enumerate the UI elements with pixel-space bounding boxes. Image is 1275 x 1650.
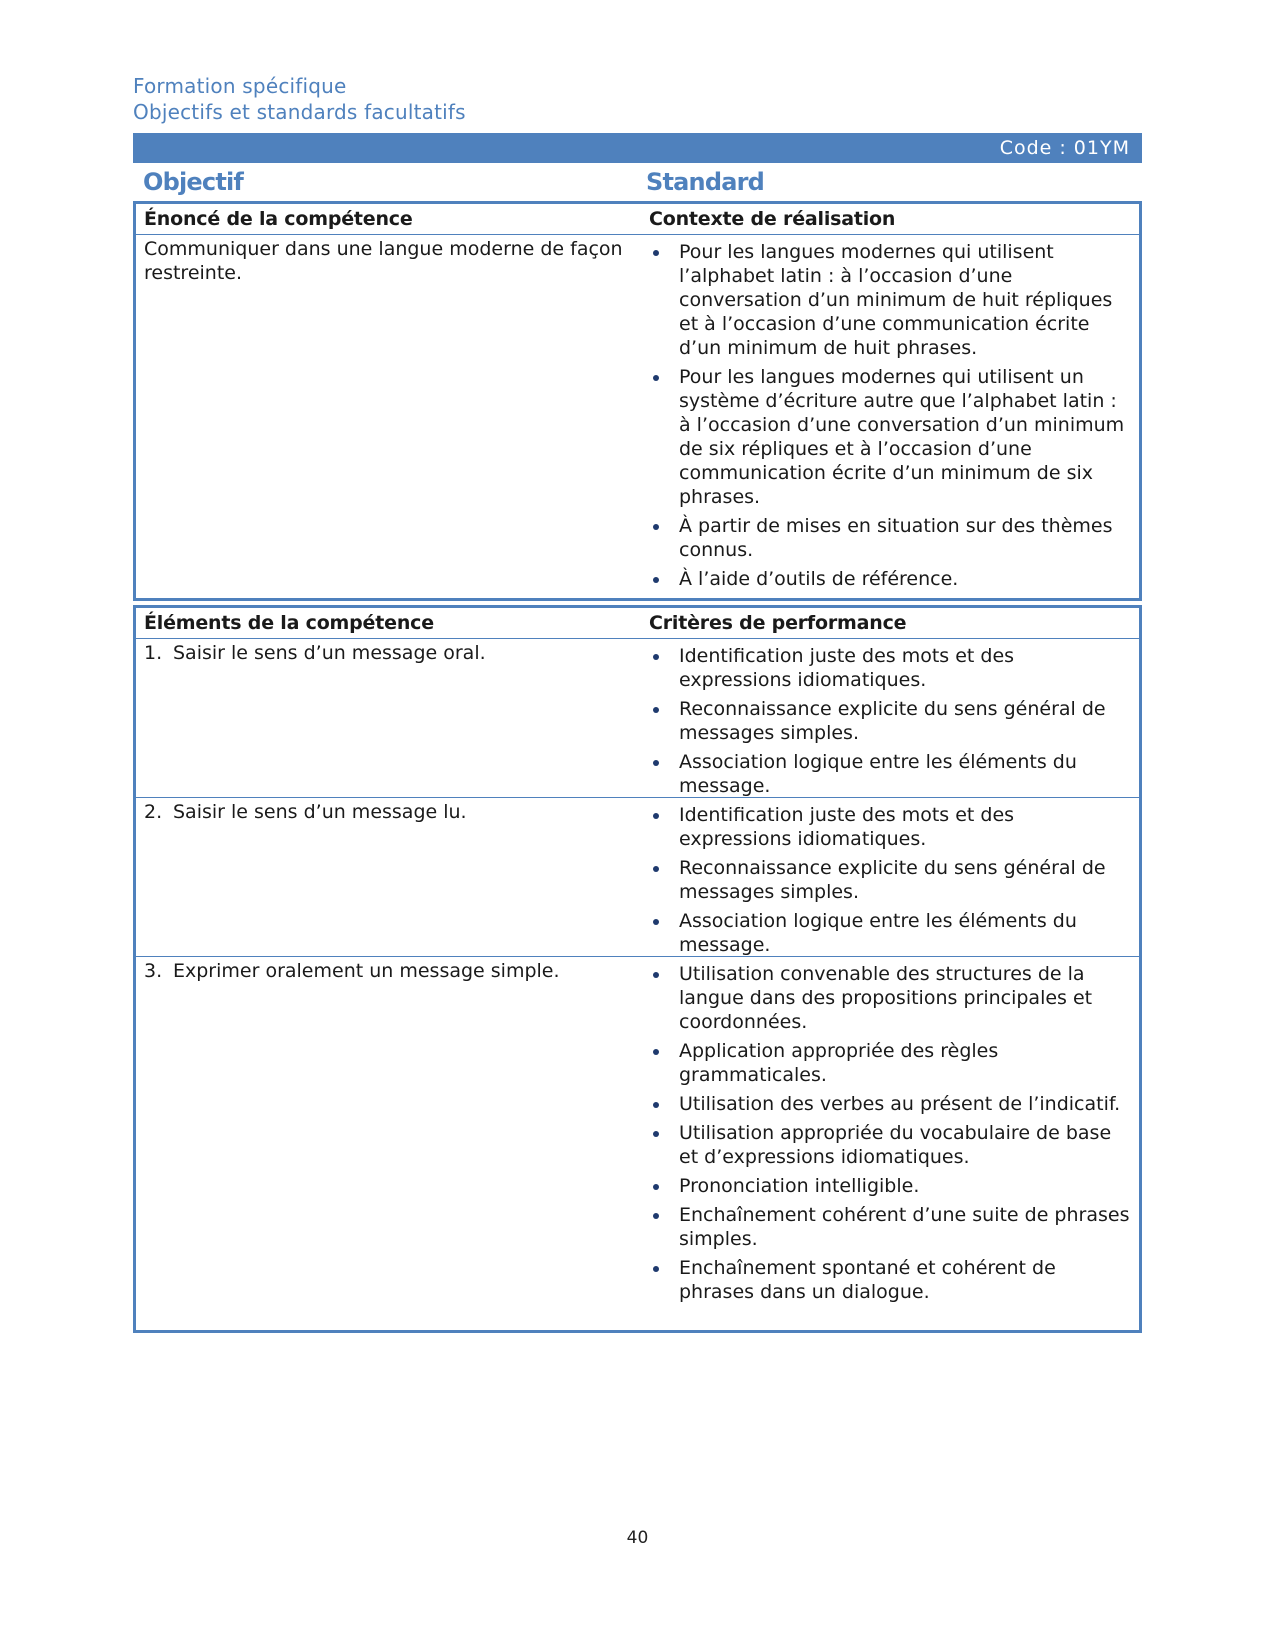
list-item: Association logique entre les éléments du message. [649,750,1131,798]
code-bar [133,133,1142,163]
list-item: Utilisation appropriée du vocabulaire de base et d’expressions idiomatiques. [649,1121,1131,1169]
list-item: Reconnaissance explicite du sens général de messages simples. [649,856,1131,904]
list-item: Reconnaissance explicite du sens général de messages simples. [649,697,1131,745]
header-elements: Éléments de la compétence [144,612,434,634]
context-cell [639,235,1139,598]
header-criteres: Critères de performance [649,612,907,634]
table-header-row [136,608,1139,639]
list-item: À l’aide d’outils de référence. [649,567,1131,591]
list-item: Identification juste des mots et des expressions idiomatiques. [649,644,1131,692]
element-cell [136,639,639,797]
header-enonce: Énoncé de la compétence [144,208,413,230]
criteria-cell [639,957,1139,1311]
element-number: 2. [144,801,163,823]
list-item: Enchaînement spontané et cohérent de phrases dans un dialogue. [649,1256,1131,1304]
code-label: Code : 01YM [999,137,1130,159]
criteria-list [649,962,1131,1304]
table-row [136,957,1139,1311]
element-cell [136,798,639,956]
competence-elements-table [133,605,1142,1333]
criteria-list [649,803,1131,957]
list-item: Identification juste des mots et des expressions idiomatiques. [649,803,1131,851]
header-line-2: Objectifs et standards facultatifs [133,100,466,124]
context-list [649,240,1131,591]
document-header [133,73,466,125]
element-label: Saisir le sens d’un message lu. [173,801,467,823]
column-titles [133,163,1142,201]
criteria-cell [639,639,1139,797]
table-row [136,798,1139,957]
competence-statement: Communiquer dans une langue moderne de façon restreinte. [144,238,623,284]
column-title-standard: Standard [646,168,765,196]
header-contexte: Contexte de réalisation [649,208,896,230]
element-number: 3. [144,960,163,982]
header-line-1: Formation spécifique [133,74,347,98]
table-row [136,639,1139,798]
list-item: À partir de mises en situation sur des thèmes connus. [649,514,1131,562]
element-label: Saisir le sens d’un message oral. [173,642,486,664]
list-item: Pour les langues modernes qui utilisent un système d’écriture autre que l’alphabet latin : à l’occasion d’une conversation d’un minimum de six répliques et à l’occasion d’une communication écrite d’un minimum de six phrases. [649,365,1131,509]
list-item: Enchaînement cohérent d’une suite de phrases simples. [649,1203,1131,1251]
list-item: Prononciation intelligible. [649,1174,1131,1198]
list-item: Utilisation convenable des structures de la langue dans des propositions principales et coordonnées. [649,962,1131,1034]
list-item: Utilisation des verbes au présent de l’indicatif. [649,1092,1131,1116]
list-item: Pour les langues modernes qui utilisent l’alphabet latin : à l’occasion d’une conversation d’un minimum de huit répliques et à l’occasion d’une communication écrite d’un minimum de huit phrases. [649,240,1131,360]
criteria-list [649,644,1131,798]
table-header-row [136,204,1139,235]
page-number: 40 [626,1528,649,1548]
competence-statement-table [133,201,1142,601]
criteria-cell [639,798,1139,956]
list-item: Application appropriée des règles grammaticales. [649,1039,1131,1087]
element-cell [136,957,639,1311]
list-item: Association logique entre les éléments du message. [649,909,1131,957]
column-title-objectif: Objectif [143,168,244,196]
element-label: Exprimer oralement un message simple. [173,960,560,982]
element-number: 1. [144,642,163,664]
table-row [136,235,1139,598]
